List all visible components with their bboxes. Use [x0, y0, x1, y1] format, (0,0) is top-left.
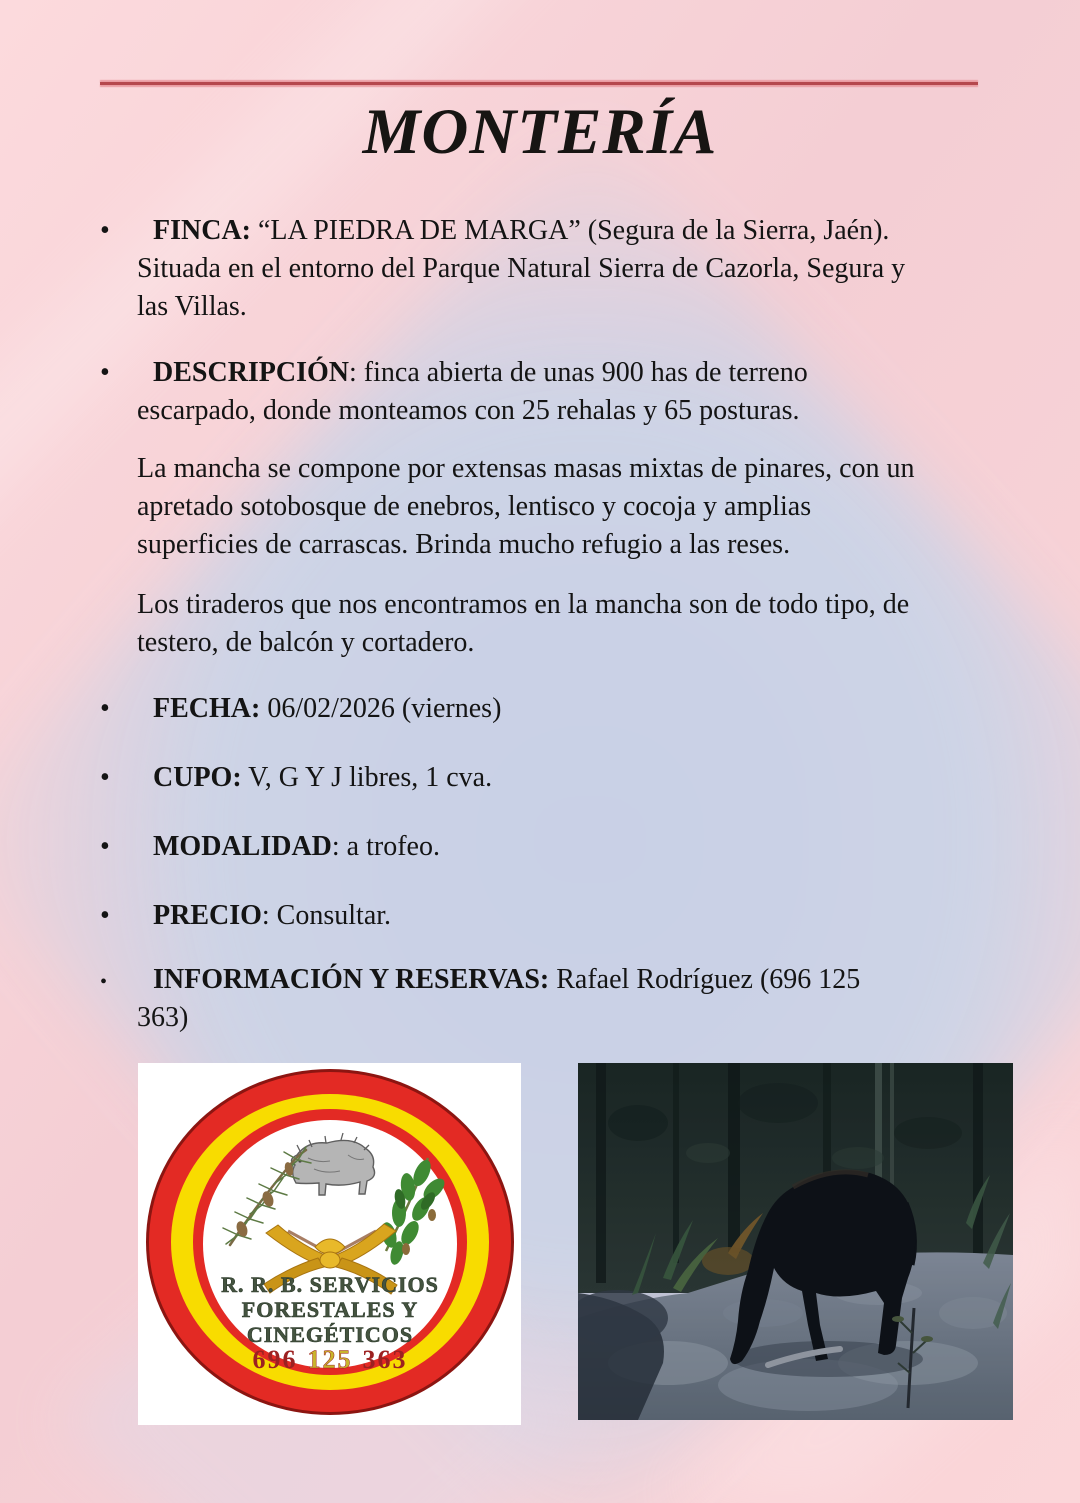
item-value: 06/02/2026 (viernes) [260, 693, 502, 724]
logo-text-line2: FORESTALES Y [241, 1297, 419, 1322]
list-item-text [137, 897, 915, 935]
company-logo-image [138, 1063, 521, 1425]
item-label: CUPO: [153, 762, 242, 793]
item-value: : Consultar. [261, 900, 392, 931]
item-label: DESCRIPCIÓN [153, 357, 350, 388]
list-item-text [137, 759, 915, 797]
bullet-dot [100, 897, 137, 935]
logo-phone-part: 696 [252, 1345, 298, 1374]
item-value: Rafael Rodríguez (696 125 363) [137, 964, 861, 1033]
bullet-dot [100, 828, 137, 866]
logo-text-line3: CINEGÉTICOS [246, 1322, 414, 1347]
item-label: INFORMACIÓN Y RESERVAS: [153, 964, 550, 995]
paragraph-mancha: La mancha se compone por extensas masas mixtas de pinares, con un apretado sotobosque de enebros, lentisco y cocoja y amplias superficies de carrascas. Brinda mucho refugio a las reses. [137, 453, 915, 560]
item-value: : finca abierta de unas 900 has de terreno escarpado, donde monteamos con 25 rehalas y 65 posturas. [137, 357, 808, 426]
info-list [100, 212, 915, 1037]
title-divider-line [100, 82, 978, 85]
paragraph-tiraderos: Los tiraderos que nos encontramos en la mancha son de todo tipo, de testero, de balcón y cortadero. [137, 589, 910, 658]
night-tone-overlay [578, 1063, 1013, 1420]
bullet-dot [100, 212, 137, 326]
list-item-text [137, 212, 915, 326]
bullet-dot [100, 961, 137, 1037]
page-title: MONTERÍA [362, 96, 718, 168]
list-item-finca [100, 212, 915, 326]
list-item-precio [100, 897, 915, 935]
list-item-text [137, 961, 915, 1037]
list-item-informacion [100, 961, 915, 1037]
company-logo [138, 1063, 521, 1425]
list-item-text [137, 690, 915, 728]
item-label: PRECIO [153, 900, 262, 931]
list-item-text [137, 828, 915, 866]
logo-text-line1: R. R. B. SERVICIOS [221, 1272, 439, 1297]
item-label: FECHA: [153, 693, 261, 724]
list-item-modalidad [100, 828, 915, 866]
item-label: FINCA: [153, 215, 251, 246]
item-value: “LA PIEDRA DE MARGA” (Segura de la Sierra, Jaén). Situada en el entorno del Parque Natural Sierra de Cazorla, Segura y las Villas. [137, 215, 906, 322]
logo-phone-part: 363 [362, 1345, 408, 1374]
bullet-dot [100, 354, 137, 430]
boar-photo [578, 1063, 1013, 1420]
list-item-fecha [100, 690, 915, 728]
item-value: : a trofeo. [331, 831, 440, 862]
logo-phone-number [253, 1345, 408, 1374]
list-item-descripcion [100, 354, 915, 430]
logo-phone-part: 125 [307, 1345, 353, 1374]
item-label: MODALIDAD [153, 831, 332, 862]
list-item-text [137, 354, 915, 430]
bullet-dot [100, 690, 137, 728]
bullet-dot [100, 759, 137, 797]
boar-photo-image [578, 1063, 1013, 1420]
item-value: V, G Y J libres, 1 cva. [241, 762, 493, 793]
list-item-cupo [100, 759, 915, 797]
